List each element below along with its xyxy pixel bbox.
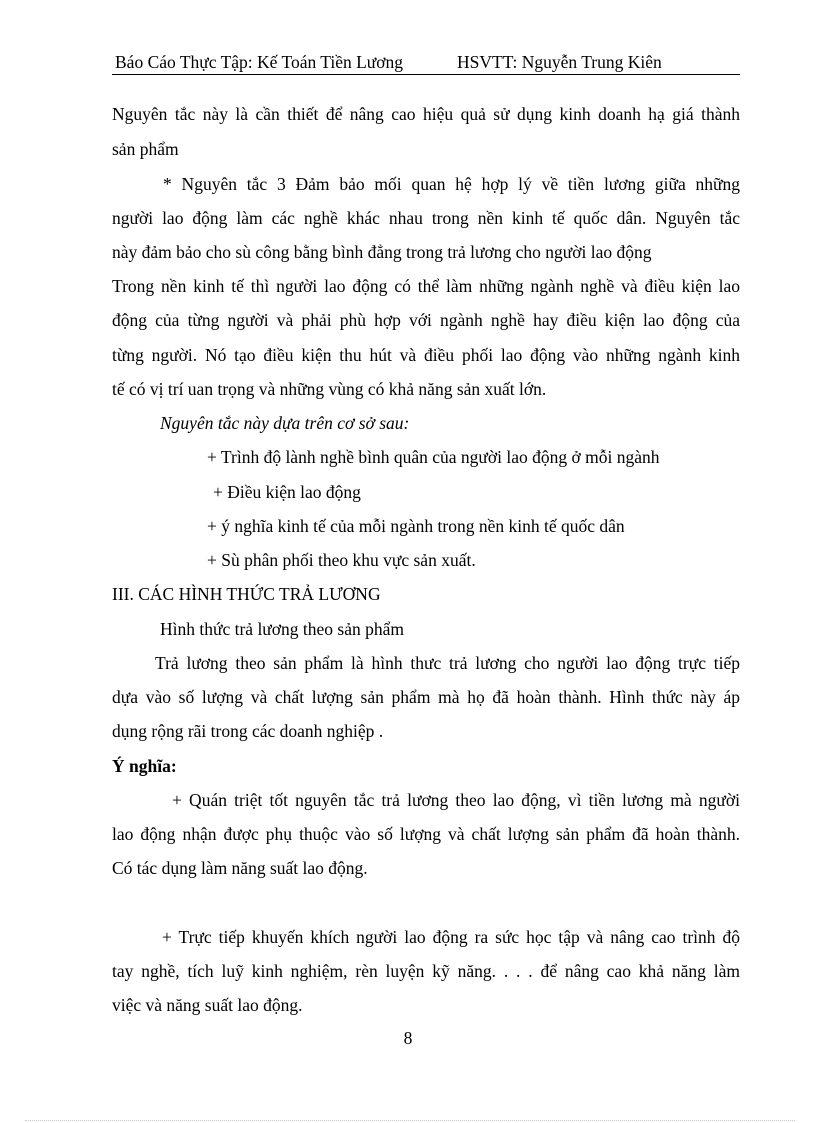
basis-intro: Nguyên tắc này dựa trên cơ sở sau: [160, 413, 410, 433]
section-heading: III. CÁC HÌNH THỨC TRẢ LƯƠNG [112, 584, 381, 604]
header-student-name: HSVTT: Nguyễn Trung Kiên [457, 52, 662, 72]
paragraph-line: + Trực tiếp khuyến khích người lao động ra sức học tập và nâng cao trình độ [162, 927, 740, 947]
principle-3-heading: * Nguyên tắc 3 Đảm bảo mối quan hệ hợp lý về tiền lương giữa những [163, 174, 740, 194]
paragraph-line: việc và năng suất lao động. [112, 995, 303, 1015]
page-header [112, 50, 740, 75]
paragraph-line: người lao động làm các nghề khác nhau trong nền kinh tế quốc dân. Nguyên tắc [112, 208, 740, 228]
paragraph-line: tay nghề, tích luỹ kinh nghiệm, rèn luyện kỹ năng. . . . để nâng cao khả năng làm [112, 961, 740, 981]
paragraph-line: động của từng người và phải phù hợp với ngành nghề hay điều kiện lao động của [112, 310, 740, 330]
paragraph-line: tế có vị trí uan trọng và những vùng có khả năng sản xuất lớn. [112, 379, 547, 399]
meaning-heading: Ý nghĩa: [112, 756, 177, 776]
paragraph-line: lao động nhận được phụ thuộc vào số lượng và chất lượng sản phẩm đã hoàn thành. [112, 824, 740, 844]
header-report-title: Báo Cáo Thực Tập: Kế Toán Tiền Lương [115, 52, 404, 72]
paragraph-line: + Quán triệt tốt nguyên tắc trả lương theo lao động, vì tiền lương mà người [172, 790, 740, 810]
paragraph-line: sản phẩm [112, 139, 179, 159]
paragraph-line: dựa vào số lượng và chất lượng sản phẩm mà họ đã hoàn thành. Hình thức này áp [112, 687, 740, 707]
paragraph-line: Nguyên tắc này là cần thiết để nâng cao hiệu quả sử dụng kinh doanh hạ giá thành [112, 104, 740, 124]
page-bottom-divider [25, 1120, 795, 1121]
list-item: + Trình độ lành nghề bình quân của người lao động ở mỗi ngành [207, 447, 660, 467]
paragraph-line: từng người. Nó tạo điều kiện thu hút và điều phối lao động vào những ngành kinh [112, 345, 740, 365]
paragraph-line: Có tác dụng làm năng suất lao động. [112, 858, 368, 878]
page-number: 8 [403, 1028, 413, 1048]
paragraph-line: Trả lương theo sản phẩm là hình thưc trả lương cho người lao động trực tiếp [155, 653, 740, 673]
list-item: + Sù phân phối theo khu vực sản xuất. [207, 550, 476, 570]
paragraph-line: dụng rộng rãi trong các doanh nghiệp . [112, 721, 384, 741]
list-item: + Điều kiện lao động [213, 482, 361, 502]
paragraph-line: Trong nền kinh tế thì người lao động có thể làm những ngành nghề và điều kiện lao [112, 276, 740, 296]
subsection-heading: Hình thức trả lương theo sản phẩm [160, 619, 405, 639]
paragraph-line: này đảm bảo cho sù công bằng bình đẳng trong trả lương cho người lao động [112, 242, 652, 262]
list-item: + ý nghĩa kinh tế của mỗi ngành trong nền kinh tế quốc dân [207, 516, 625, 536]
